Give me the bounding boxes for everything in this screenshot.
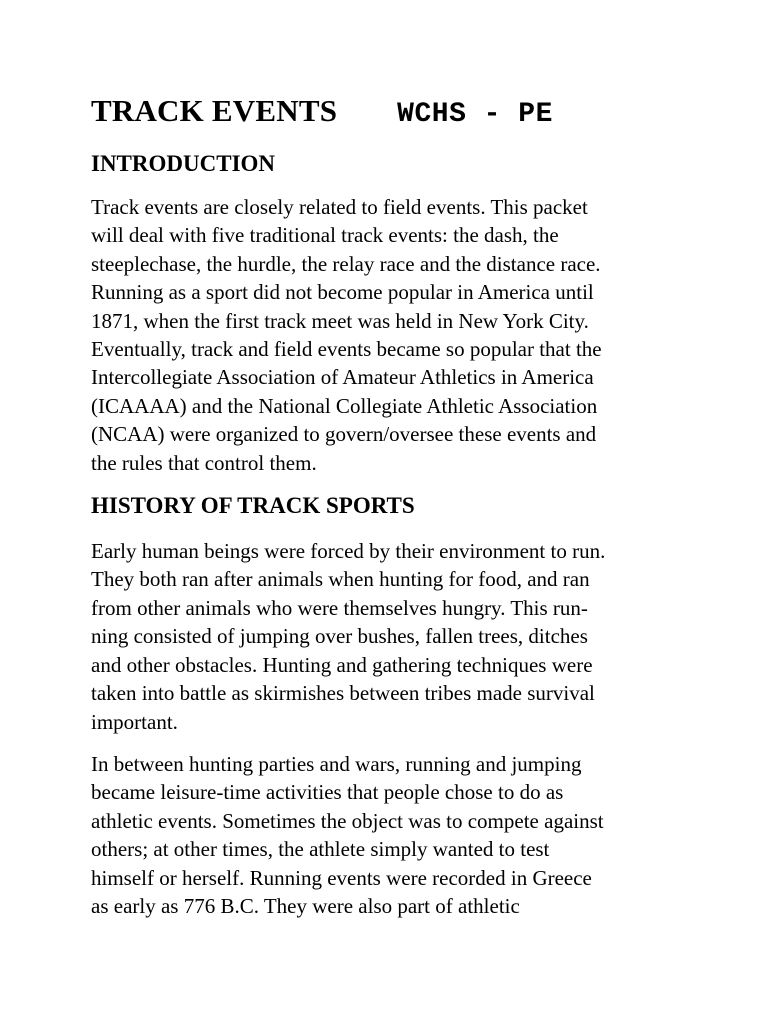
document-tag: WCHS - PE xyxy=(397,99,553,130)
title-row xyxy=(91,93,691,137)
section-heading-history: HISTORY OF TRACK SPORTS xyxy=(91,493,415,519)
document-page xyxy=(91,93,691,920)
paragraph-introduction: Track events are closely related to field events. This packet will deal with five traditional track events: the dash, the steeplechase, the hurdle, the relay race and the distance race. Running as a sport did not become popular in America until 1871, when the first track meet was held in New York City. Eventually, track and field events became so popular that the Intercollegiate Association of Amateur Athletics in America (ICAAAA) and the National Collegiate Athletic Association (NCAA) were organized to govern/oversee these events and the rules that control them. xyxy=(91,195,602,475)
document-title: TRACK EVENTS xyxy=(91,93,338,128)
paragraph-history-2: In between hunting parties and wars, running and jumping became leisure-time activities that people chose to do as athletic events. Sometimes the object was to compete against others; at other times, the athlete simply wanted to test himself or herself. Running events were recorded in Greece as early as 776 B.C. They were also part of athletic xyxy=(91,751,604,918)
paragraph-history-1: Early human beings were forced by their environment to run. They both ran after animals when hunting for food, and ran from other animals who were themselves hungry. This run- ning consisted of jumping over bushes, fallen trees, ditches and other obstacles. Hunting and gathering techniques were taken into battle as skirmishes between tribes made survival important. xyxy=(91,539,606,734)
section-heading-introduction: INTRODUCTION xyxy=(91,151,276,176)
